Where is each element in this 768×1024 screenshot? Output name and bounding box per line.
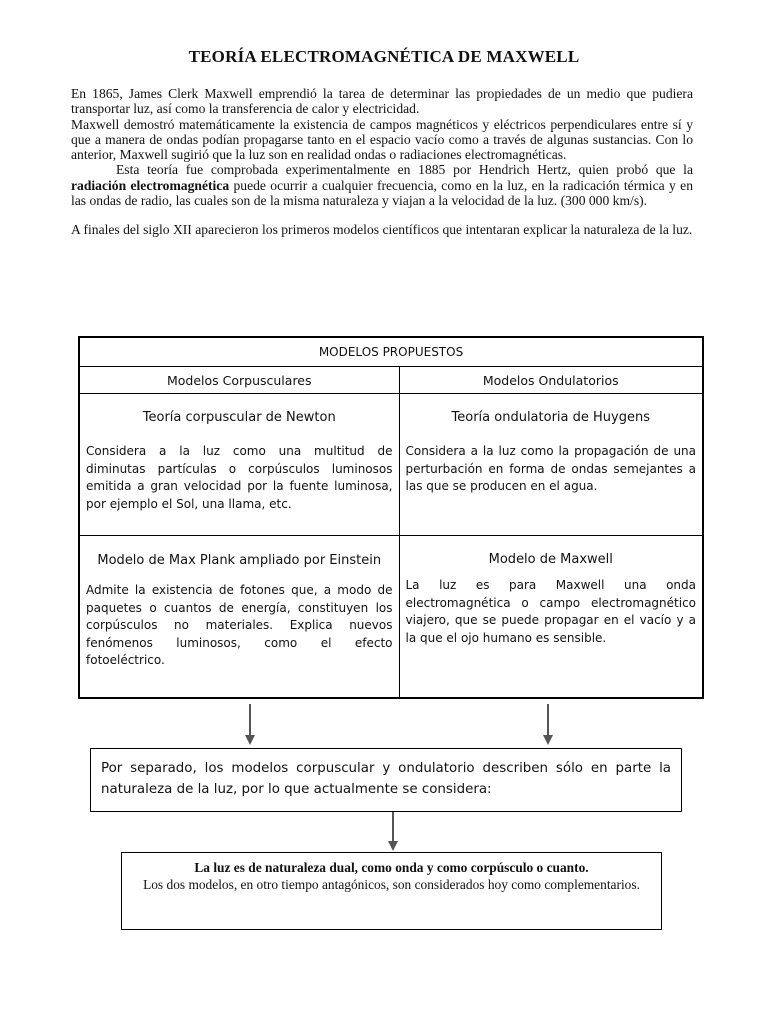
- conclusion-box: Por separado, los modelos corpuscular y ondulatorio describen sólo en parte la naturaleza de la luz, por lo que actualmente se considera:: [90, 748, 682, 812]
- huygens-cell: [399, 394, 703, 536]
- page-title: TEORÍA ELECTROMAGNÉTICA DE MAXWELL: [188, 47, 580, 66]
- dual-nature-statement: La luz es de naturaleza dual, como onda y como corpúsculo o cuanto.: [194, 860, 589, 875]
- planck-title: Modelo de Max Plank ampliado por Einstein: [97, 553, 382, 568]
- down-arrow-icon: [383, 812, 403, 852]
- intro-paragraph-4: A finales del siglo XII aparecieron los primeros modelos científicos que intentaran explicar la naturaleza de la luz.: [71, 222, 693, 238]
- column-corpuscular: Modelos Corpusculares: [79, 367, 399, 394]
- planck-text: Admite la existencia de fotones que, a modo de paquetes o cuantos de energía, constituyen los corpúsculos no materiales. Explica nuevos fenómenos luminosos, como el efecto fotoeléctrico.: [86, 583, 393, 667]
- intro-paragraph-2: Maxwell demostró matemáticamente la existencia de campos magnéticos y eléctricos perpendiculares entre sí y que a manera de ondas podían propagarse tanto en el espacio vacío como a través de algunas sustancias. Con lo anterior, Maxwell sugirió que la luz son en realidad ondas o radiaciones electromagnéticas.: [71, 116, 693, 163]
- newton-cell: [79, 394, 399, 536]
- intro-p3-start: Esta teoría fue comprobada experimentalmente en 1885 por Hendrich Hertz, quien probó que la: [116, 162, 693, 178]
- table-header: MODELOS PROPUESTOS: [79, 337, 703, 367]
- newton-title: Teoría corpuscular de Newton: [142, 410, 336, 425]
- intro-text: [71, 86, 693, 238]
- down-arrow-icon: [538, 704, 558, 746]
- column-ondulatorio: Modelos Ondulatorios: [399, 367, 703, 394]
- intro-paragraph-3: [71, 162, 693, 208]
- maxwell-text: La luz es para Maxwell una onda electromagnética o campo electromagnético viajero, que se puede propagar en el vacío y a la que el ojo humano es sensible.: [405, 578, 697, 645]
- maxwell-title: Modelo de Maxwell: [488, 552, 613, 567]
- maxwell-cell: [399, 536, 703, 698]
- intro-paragraph-1: En 1865, James Clerk Maxwell emprendió la tarea de determinar las propiedades de un medio que pudiera transportar luz, así como la transferencia de calor y electricidad.: [71, 86, 693, 117]
- dual-nature-text: Los dos modelos, en otro tiempo antagónicos, son considerados hoy como complementarios.: [143, 877, 640, 892]
- newton-text: Considera a la luz como una multitud de diminutas partículas o corpúsculos luminosos emitida a gran velocidad por la fuente luminosa, por ejemplo el Sol, una llama, etc.: [86, 444, 393, 511]
- intro-p3-bold: radiación electromagnética: [71, 177, 230, 193]
- huygens-text: Considera a la luz como la propagación de una perturbación en forma de ondas semejantes a las que se producen en el agua.: [405, 444, 697, 493]
- planck-cell: [79, 536, 399, 698]
- down-arrow-icon: [240, 704, 260, 746]
- dual-nature-box: [121, 852, 662, 930]
- huygens-title: Teoría ondulatoria de Huygens: [451, 410, 650, 425]
- intro-p3-end: puede ocurrir a cualquier frecuencia, como en la luz, en la radicación térmica y en las ondas de radio, las cuales son de la misma naturaleza y viajan a la velocidad de la luz. (300 000 km/s).: [71, 177, 693, 209]
- models-table: [78, 336, 704, 699]
